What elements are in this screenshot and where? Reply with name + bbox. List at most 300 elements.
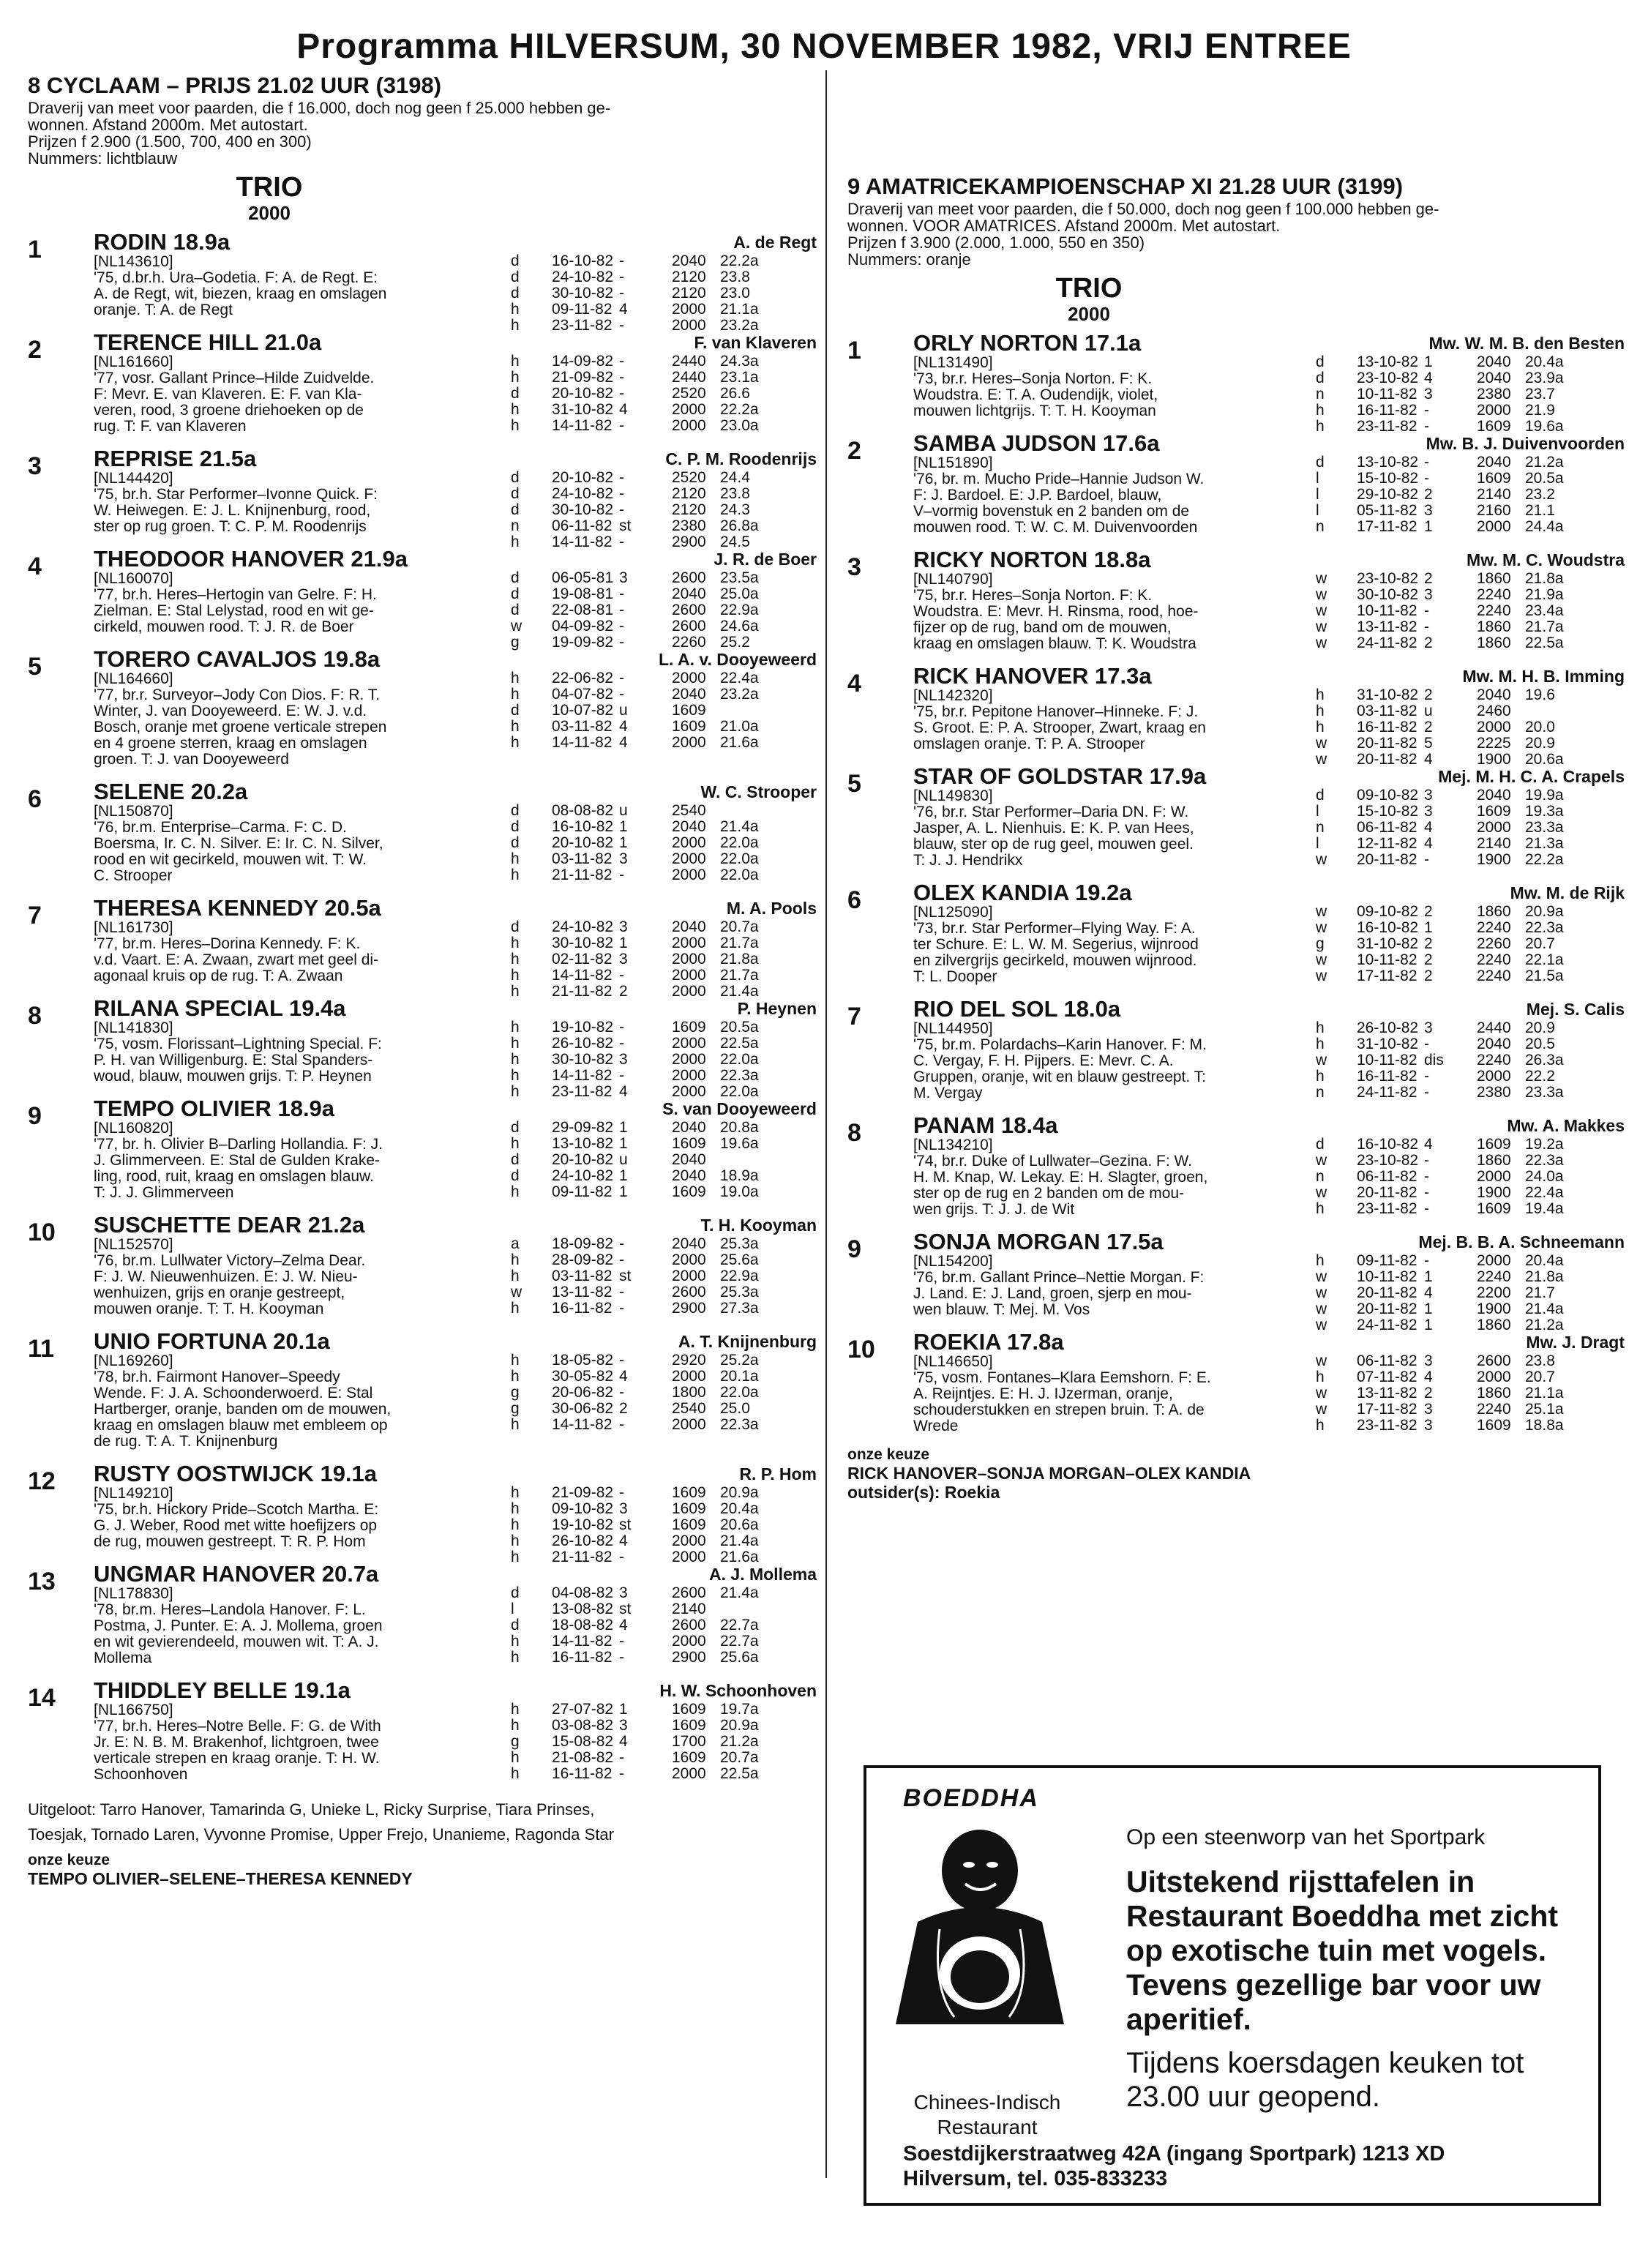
result-date: 23-11-82	[552, 1083, 613, 1100]
horse-pedigree-line: wen grijs. T: J. J. de Wit	[913, 1201, 1075, 1218]
result-place: -	[619, 353, 624, 370]
horse-info	[913, 1113, 1323, 1218]
result-place: 2	[619, 1400, 628, 1417]
ad-address-line: Soestdijkerstraatweg 42A (ingang Sportpark) 1213 XD	[903, 2142, 1445, 2166]
result-place: 3	[1424, 803, 1433, 820]
horse-registration: [NL125090]	[913, 904, 993, 921]
result-date: 15-10-82	[1357, 803, 1419, 820]
result-date: 30-10-82	[552, 935, 614, 951]
horse-driver: Mw. A. Makkes	[1507, 1116, 1625, 1135]
horse-name: THERESA KENNEDY 20.5a	[94, 895, 381, 921]
result-place: st	[619, 1268, 632, 1284]
result-time: 22.7a	[720, 1617, 759, 1633]
result-distance: 2000	[672, 951, 706, 968]
result-place: 3	[1424, 1352, 1433, 1369]
result-track: d	[511, 569, 520, 586]
result-place: dis	[1424, 1052, 1444, 1068]
horse-pedigree	[94, 1718, 525, 1783]
horse-driver: H. W. Schoonhoven	[659, 1681, 817, 1700]
result-row	[511, 803, 779, 819]
result-date: 26-10-82	[552, 1532, 614, 1549]
result-place: 4	[619, 1617, 628, 1633]
result-place: -	[619, 686, 624, 703]
result-place: 4	[1424, 370, 1433, 386]
result-date: 14-11-82	[552, 734, 613, 751]
result-date: 10-11-82	[1357, 1052, 1417, 1068]
result-track: d	[511, 1584, 520, 1601]
result-row	[511, 1517, 779, 1533]
race-description	[28, 100, 817, 167]
horse-results	[1316, 571, 1584, 651]
race-8-column	[28, 73, 817, 1888]
result-row	[1316, 487, 1584, 503]
result-distance: 2000	[672, 935, 706, 951]
result-track: h	[511, 1532, 520, 1549]
result-row	[1316, 370, 1584, 386]
result-place: 3	[1424, 502, 1433, 519]
result-time: 22.3a	[1525, 919, 1564, 936]
result-place: 3	[1424, 1401, 1433, 1418]
horse-info	[913, 997, 1323, 1101]
result-row	[511, 302, 779, 318]
result-row	[511, 370, 779, 386]
result-row	[511, 1734, 779, 1750]
result-date: 10-07-82	[552, 702, 614, 719]
horse-name: RILANA SPECIAL 19.4a	[94, 995, 346, 1021]
horse-pedigree-line: '75, br.r. Pepitone Hanover–Hinneke. F: J.	[913, 703, 1199, 720]
horse-registration: [NL149830]	[913, 787, 993, 804]
result-distance: 2380	[1477, 386, 1511, 403]
result-distance: 1900	[1477, 1184, 1511, 1201]
horse-name: PANAM 18.4a	[913, 1112, 1058, 1138]
horse-number: 6	[28, 785, 42, 813]
result-track: d	[511, 501, 520, 518]
result-time: 22.0a	[720, 1384, 759, 1401]
result-time: 21.9	[1525, 402, 1555, 419]
result-time: 23.9a	[1525, 370, 1564, 386]
horse-pedigree-line: '75, vosm. Florissant–Lightning Special. F:	[94, 1036, 382, 1052]
result-track: w	[1316, 602, 1327, 619]
horse-pedigree-line: veren, rood, 3 groene driehoeken op de	[94, 402, 364, 419]
result-time: 22.0a	[720, 867, 759, 883]
result-row	[1316, 804, 1584, 820]
result-distance: 2600	[672, 1617, 706, 1633]
result-time: 23.8	[1525, 1352, 1555, 1369]
result-distance: 2000	[672, 670, 706, 686]
result-place: 2	[1424, 635, 1433, 651]
result-distance: 2000	[1477, 518, 1511, 535]
result-distance: 1900	[1477, 1300, 1511, 1317]
horse-pedigree-line: '75, d.br.h. Ura–Godetia. F: A. de Regt. E:	[94, 269, 378, 286]
result-date: 24-11-82	[1357, 635, 1417, 651]
result-distance: 2000	[672, 867, 706, 883]
result-distance: 2000	[672, 734, 706, 751]
result-track: h	[511, 670, 520, 686]
result-place: -	[1424, 1252, 1429, 1269]
result-date: 14-11-82	[552, 1416, 613, 1433]
result-track: d	[511, 602, 520, 618]
result-place: 3	[619, 951, 628, 968]
result-place: 1	[619, 834, 628, 851]
result-track: w	[1316, 1184, 1327, 1201]
result-row	[1316, 1201, 1584, 1217]
distance-heading: 2000	[1068, 303, 1110, 325]
result-track: h	[1316, 1068, 1325, 1085]
result-time: 19.4a	[1525, 1200, 1564, 1217]
result-distance: 1609	[672, 1135, 706, 1152]
result-row	[511, 418, 779, 434]
result-track: w	[1316, 968, 1327, 984]
result-time: 24.6a	[720, 618, 759, 635]
result-date: 20-11-82	[1357, 1184, 1417, 1201]
result-track: h	[1316, 402, 1325, 419]
result-time: 26.3a	[1525, 1052, 1564, 1068]
horse-results	[511, 253, 779, 334]
horse-entry	[847, 1330, 1625, 1434]
result-distance: 1609	[672, 1500, 706, 1517]
result-row	[511, 1268, 779, 1284]
result-time: 23.1a	[720, 369, 759, 386]
result-place: 4	[619, 1368, 628, 1385]
result-place: 4	[619, 1532, 628, 1549]
result-row	[1316, 787, 1584, 804]
result-place: -	[619, 585, 624, 602]
result-date: 14-11-82	[552, 1067, 613, 1084]
result-distance: 2120	[672, 501, 706, 518]
result-distance: 2000	[672, 1051, 706, 1068]
result-track: l	[1316, 486, 1319, 503]
result-row	[511, 819, 779, 835]
result-time: 19.7a	[720, 1701, 759, 1718]
horse-pedigree-line: Wende. F: J. A. Schoonderwoerd. E: Stal	[94, 1385, 373, 1401]
horse-registration: [NL134210]	[913, 1137, 993, 1153]
result-distance: 2000	[672, 1035, 706, 1052]
race-desc-line: Prijzen f 2.900 (1.500, 700, 400 en 300)	[28, 132, 312, 151]
horse-pedigree-line: T: L. Dooper	[913, 968, 997, 985]
result-place: 4	[619, 1733, 628, 1750]
result-track: h	[511, 850, 520, 867]
result-distance: 2040	[672, 585, 706, 602]
horse-entry	[847, 431, 1625, 536]
result-place: 4	[1424, 1369, 1433, 1385]
result-track: g	[511, 634, 520, 651]
horse-entry	[847, 1113, 1625, 1218]
horse-registration: [NL161730]	[94, 919, 173, 936]
horse-number: 5	[28, 653, 42, 681]
horse-results	[511, 670, 779, 751]
result-row	[511, 1019, 779, 1036]
horse-number: 2	[847, 437, 861, 465]
horse-name: UNIO FORTUNA 20.1a	[94, 1328, 330, 1354]
result-time: 20.5a	[1525, 470, 1564, 487]
result-distance: 2240	[1477, 919, 1511, 936]
trio-heading: TRIO	[236, 172, 303, 203]
result-date: 09-10-82	[1357, 787, 1419, 804]
result-distance: 2120	[672, 285, 706, 302]
result-track: h	[511, 734, 520, 751]
horse-pedigree-line: Hartberger, oranje, banden om de mouwen,	[94, 1401, 392, 1418]
result-date: 31-10-82	[1357, 935, 1419, 952]
result-distance: 2000	[672, 301, 706, 318]
result-row	[1316, 354, 1584, 370]
horse-results	[511, 1236, 779, 1317]
race-desc-line: Nummers: oranje	[847, 250, 971, 269]
result-date: 10-11-82	[1357, 1268, 1417, 1285]
result-place: -	[619, 1035, 624, 1052]
result-place: -	[619, 485, 624, 502]
result-time: 21.7a	[720, 967, 759, 984]
result-date: 12-11-82	[1357, 835, 1417, 852]
result-distance: 2900	[672, 1649, 706, 1666]
result-row	[511, 851, 779, 867]
result-distance: 2000	[672, 1416, 706, 1433]
result-distance: 2240	[1477, 1401, 1511, 1418]
result-time: 19.0a	[720, 1183, 759, 1200]
result-place: 3	[619, 1584, 628, 1601]
horse-results	[1316, 354, 1584, 435]
result-track: h	[511, 301, 520, 318]
result-track: l	[1316, 502, 1319, 519]
result-time: 21.2a	[1525, 454, 1564, 471]
result-time: 20.6a	[720, 1516, 759, 1533]
result-track: h	[1316, 1200, 1325, 1217]
horse-info	[913, 1330, 1323, 1434]
result-distance: 1700	[672, 1733, 706, 1750]
result-track: d	[511, 918, 520, 935]
horse-pedigree-line: J. Glimmerveen. E: Stal de Gulden Krake-	[94, 1152, 380, 1169]
result-time: 22.1a	[1525, 951, 1564, 968]
horse-number: 5	[847, 770, 861, 798]
result-time: 23.2a	[720, 317, 759, 334]
result-place: 4	[619, 401, 628, 418]
result-date: 09-10-82	[1357, 903, 1419, 920]
result-time: 20.9a	[1525, 903, 1564, 920]
horse-info	[94, 1678, 525, 1783]
result-date: 03-08-82	[552, 1717, 614, 1734]
result-time: 24.4a	[1525, 518, 1564, 535]
result-date: 20-11-82	[1357, 1284, 1417, 1301]
result-distance: 1609	[672, 702, 706, 719]
result-track: w	[1316, 1300, 1327, 1317]
result-time: 22.2	[1525, 1068, 1555, 1085]
result-place: -	[1424, 454, 1429, 471]
result-place: 3	[1424, 1019, 1433, 1036]
result-time: 18.9a	[720, 1167, 759, 1184]
result-place: 3	[619, 918, 628, 935]
horse-pedigree-line: F: Mevr. E. van Klaveren. E: F. van Kla-	[94, 386, 362, 403]
horse-registration: [NL131490]	[913, 354, 993, 371]
result-place: -	[619, 1384, 624, 1401]
result-time: 23.5a	[720, 569, 759, 586]
result-date: 30-10-82	[552, 501, 614, 518]
result-row	[511, 1036, 779, 1052]
ad-main-text: Uitstekend rijsttafelen in Restaurant Boeddha met zicht op exotische tuin met vogels. Tevens gezellige bar voor uw aperitief.	[1126, 1865, 1559, 2036]
result-time: 23.2a	[720, 686, 759, 703]
horse-driver: Mw. B. J. Duivenvoorden	[1426, 434, 1625, 453]
result-distance: 1609	[672, 1019, 706, 1036]
result-place: -	[1424, 602, 1429, 619]
result-place: u	[619, 702, 628, 719]
result-row	[511, 735, 779, 751]
result-date: 20-11-82	[1357, 851, 1417, 868]
result-distance: 2000	[672, 1765, 706, 1782]
result-distance: 2240	[1477, 1268, 1511, 1285]
result-distance: 2000	[672, 1532, 706, 1549]
result-track: w	[1316, 1284, 1327, 1301]
horse-pedigree	[94, 820, 525, 884]
result-place: -	[619, 634, 624, 651]
result-time: 20.8a	[720, 1119, 759, 1136]
result-row	[511, 1702, 779, 1718]
result-place: 1	[1424, 1317, 1433, 1333]
result-time: 26.8a	[720, 517, 759, 534]
horse-entry	[847, 764, 1625, 869]
horse-name: TERENCE HILL 21.0a	[94, 329, 322, 355]
horse-pedigree-line: Wrede	[913, 1418, 959, 1434]
horse-pedigree	[94, 487, 525, 535]
result-row	[511, 518, 779, 534]
horse-name: SAMBA JUDSON 17.6a	[913, 430, 1160, 456]
horse-name: SUSCHETTE DEAR 21.2a	[94, 1212, 365, 1238]
horse-pedigree	[913, 1153, 1323, 1218]
result-distance: 1609	[1477, 418, 1511, 435]
result-distance: 1609	[672, 1701, 706, 1718]
result-time: 20.4a	[720, 1500, 759, 1517]
result-time	[720, 1601, 779, 1617]
result-date: 14-11-82	[552, 1633, 613, 1650]
horse-results	[511, 803, 779, 883]
result-row	[511, 835, 779, 851]
horse-pedigree-line: en 4 groene sterren, kraag en omslagen	[94, 735, 367, 752]
result-distance: 2140	[1477, 486, 1511, 503]
result-distance: 2040	[1477, 1036, 1511, 1052]
result-track: d	[1316, 1136, 1325, 1153]
result-place: 3	[619, 850, 628, 867]
result-date: 03-11-82	[552, 1268, 613, 1284]
horse-pedigree-line: F: J. Bardoel. E: J.P. Bardoel, blauw,	[913, 487, 1162, 504]
result-track: h	[511, 1300, 520, 1317]
result-time: 22.0a	[720, 850, 759, 867]
result-place: 3	[1424, 386, 1433, 403]
horse-name: RIO DEL SOL 18.0a	[913, 996, 1121, 1022]
result-row	[1316, 619, 1584, 635]
horse-name: ORLY NORTON 17.1a	[913, 330, 1142, 356]
result-place: -	[619, 385, 624, 402]
result-place: -	[619, 1235, 624, 1252]
horse-registration: [NL143610]	[94, 253, 173, 270]
horse-number: 10	[28, 1219, 56, 1246]
result-time: 21.8a	[1525, 1268, 1564, 1285]
result-place: 2	[1424, 486, 1433, 503]
result-place: 4	[1424, 751, 1433, 768]
result-date: 16-10-82	[552, 818, 614, 835]
horse-pedigree	[913, 588, 1323, 652]
result-row	[1316, 1036, 1584, 1052]
result-date: 17-11-82	[1357, 518, 1417, 535]
result-distance: 1860	[1477, 1385, 1511, 1401]
result-place: -	[1424, 418, 1429, 435]
result-track: d	[511, 285, 520, 302]
result-track: d	[511, 1151, 520, 1168]
result-place: 1	[1424, 353, 1433, 370]
horse-pedigree-line: blauw, ster op de rug geel, mouwen geel.	[913, 836, 1194, 853]
result-distance: 2040	[1477, 686, 1511, 703]
result-distance: 1609	[672, 1749, 706, 1766]
result-place: -	[619, 1484, 624, 1501]
result-row	[1316, 519, 1584, 535]
result-distance: 1609	[672, 1183, 706, 1200]
result-place: 4	[619, 734, 628, 751]
result-distance: 2120	[672, 269, 706, 285]
horse-pedigree-line: en zilvergrijs gecirkeld, mouwen wijnrood.	[913, 952, 1197, 969]
result-date: 16-10-82	[1357, 919, 1419, 936]
result-date: 13-11-82	[1357, 1385, 1417, 1401]
result-place: 2	[1424, 1385, 1433, 1401]
horse-registration: [NL140790]	[913, 571, 993, 588]
race-title: 8 CYCLAAM – PRIJS 21.02 UUR (3198)	[28, 72, 442, 98]
result-row	[1316, 1253, 1584, 1269]
result-track: h	[1316, 719, 1325, 736]
result-time: 21.7a	[1525, 618, 1564, 635]
horse-pedigree-line: mouwen lichtgrijs. T: T. H. Kooyman	[913, 403, 1156, 419]
horse-pedigree-line: fijzer op de rug, band om de mouwen,	[913, 619, 1172, 636]
result-track: h	[511, 401, 520, 418]
result-track: n	[1316, 386, 1325, 403]
result-track: d	[1316, 454, 1325, 471]
horse-info	[913, 431, 1323, 536]
horse-pedigree	[913, 704, 1323, 752]
horse-pedigree-line: '75, br.h. Hickory Pride–Scotch Martha. E:	[94, 1501, 379, 1518]
result-row	[511, 285, 779, 302]
result-date: 14-11-82	[552, 534, 613, 550]
result-time: 20.9	[1525, 1019, 1555, 1036]
result-track: n	[1316, 819, 1325, 836]
result-distance: 2000	[672, 1067, 706, 1084]
result-place: -	[619, 1352, 624, 1369]
result-time: 22.5a	[1525, 635, 1564, 651]
result-distance: 2000	[672, 834, 706, 851]
result-distance: 2600	[672, 1584, 706, 1601]
horse-results	[511, 1585, 779, 1666]
result-place: 2	[1424, 903, 1433, 920]
result-track: w	[1316, 635, 1327, 651]
uitgeloot-line: Toesjak, Tornado Laren, Vyvonne Promise, Upper Frejo, Unanieme, Ragonda Star	[28, 1825, 614, 1844]
horse-pedigree-line: '76, br.m. Lullwater Victory–Zelma Dear.	[94, 1252, 366, 1269]
ad-caption	[881, 2090, 1093, 2140]
horse-pedigree-line: S. Groot. E: P. A. Strooper, Zwart, kraag en	[913, 719, 1206, 736]
result-distance: 2000	[1477, 402, 1511, 419]
result-track: w	[1316, 586, 1327, 603]
horse-pedigree-line: P. H. van Willigenburg. E: Stal Spanders-	[94, 1052, 373, 1068]
result-distance: 2040	[672, 1235, 706, 1252]
result-date: 19-08-81	[552, 585, 614, 602]
result-time: 26.6	[720, 385, 750, 402]
result-place: -	[619, 1765, 624, 1782]
result-track: h	[511, 867, 520, 883]
result-time: 22.5a	[720, 1035, 759, 1052]
result-date: 27-07-82	[552, 1701, 614, 1718]
result-track: w	[1316, 1268, 1327, 1285]
result-row	[511, 486, 779, 502]
result-place: 2	[1424, 968, 1433, 984]
horse-number: 3	[847, 553, 861, 581]
result-date: 16-10-82	[552, 252, 614, 269]
horse-registration: [NL160070]	[94, 570, 173, 587]
result-track: h	[511, 1268, 520, 1284]
result-time: 22.2a	[720, 401, 759, 418]
horse-info	[913, 547, 1323, 652]
result-row	[1316, 571, 1584, 587]
